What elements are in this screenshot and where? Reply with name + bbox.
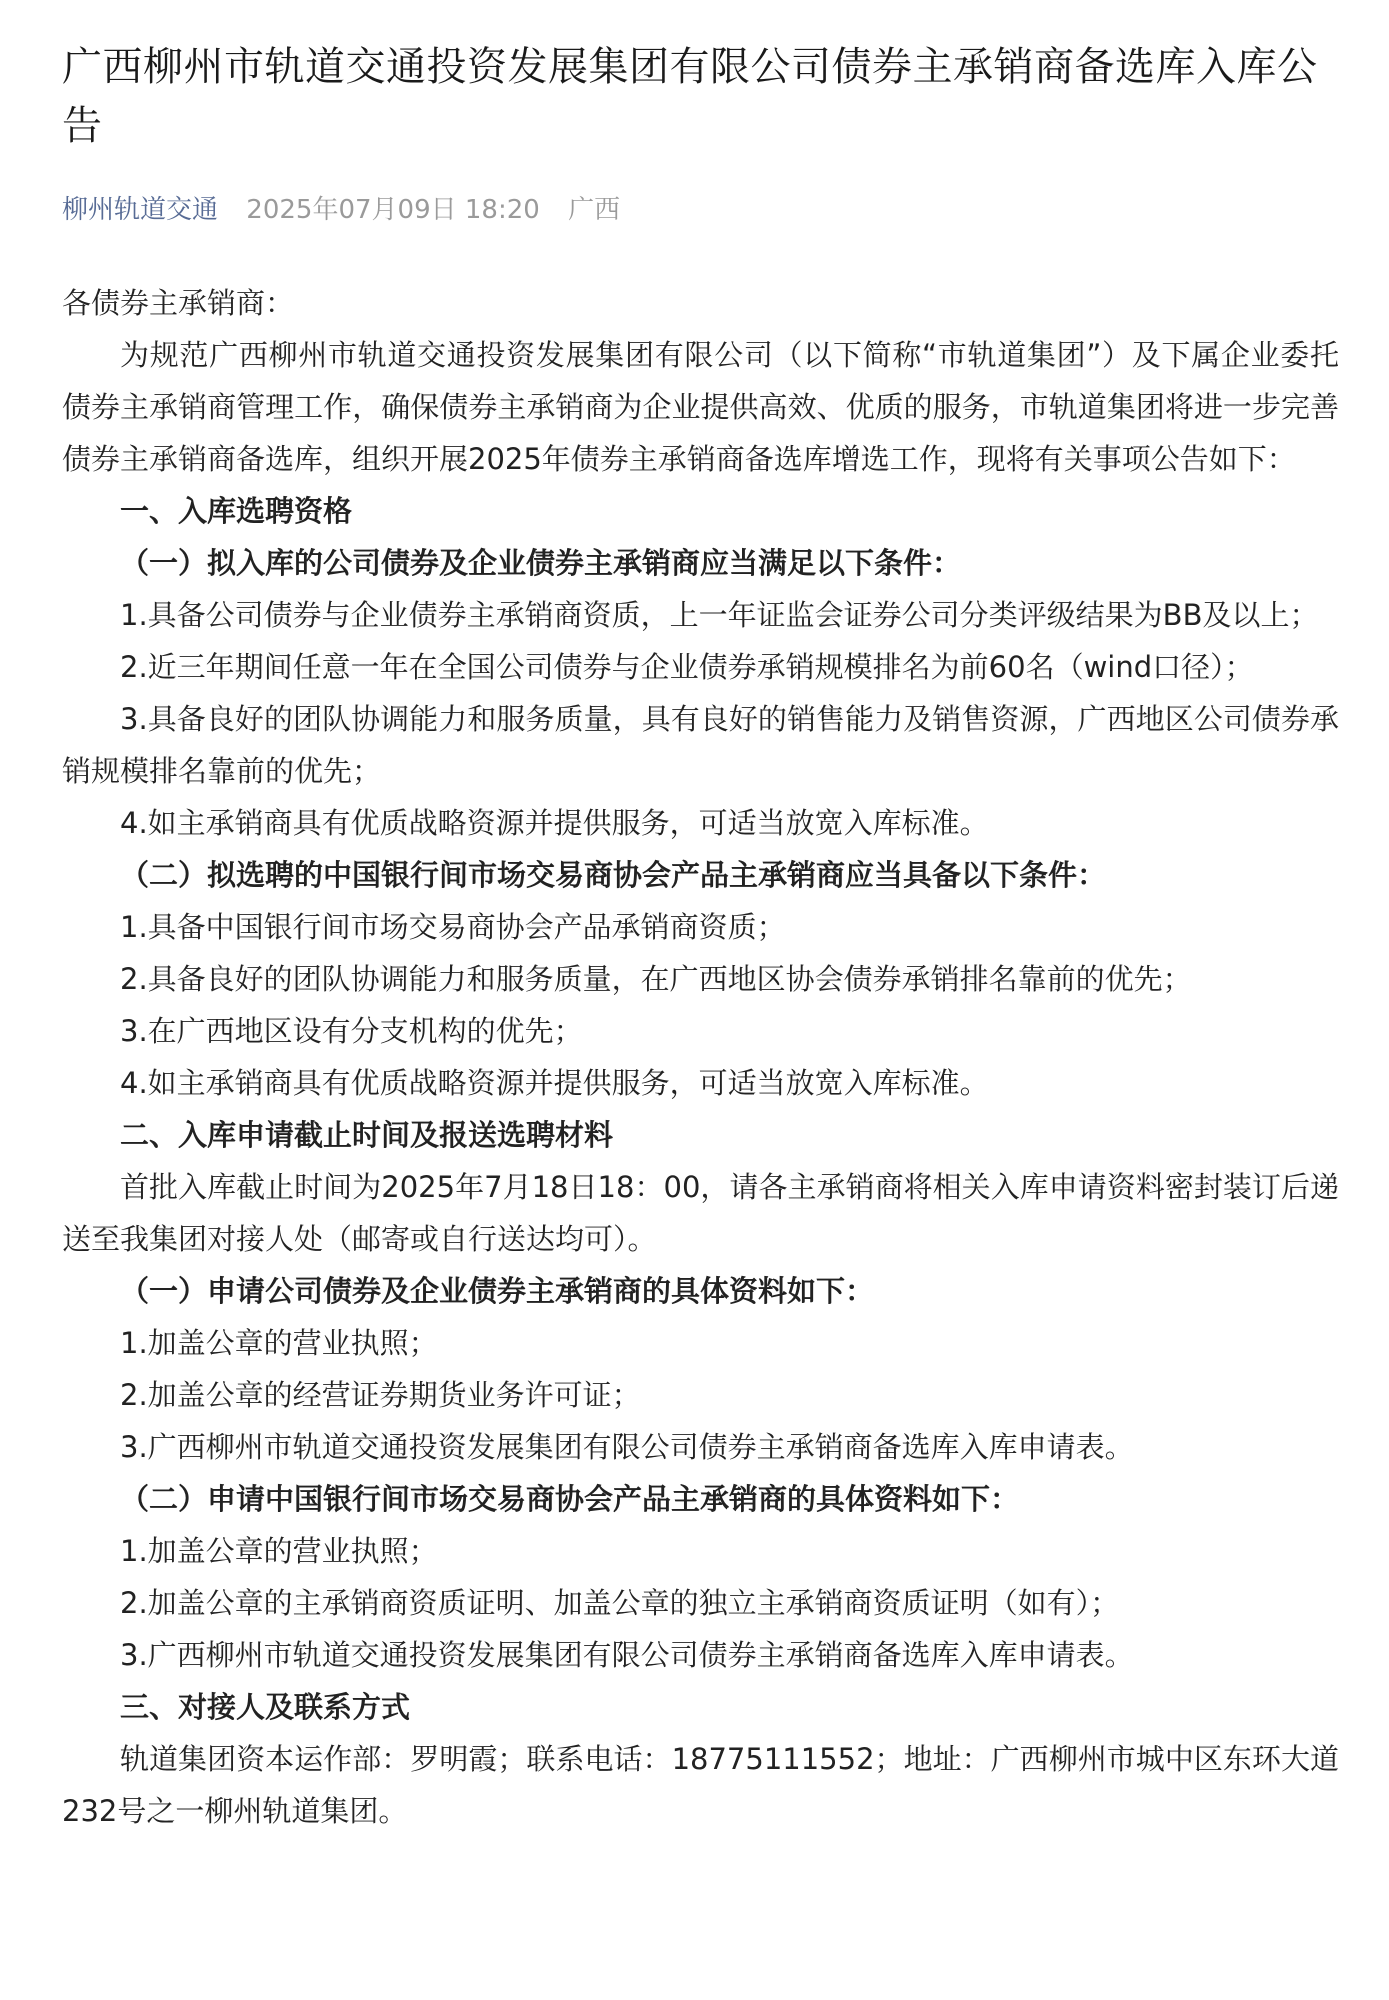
- list-item: 3.具备良好的团队协调能力和服务质量，具有良好的销售能力及销售资源，广西地区公司债券承销规模排名靠前的优先；: [62, 702, 1339, 788]
- deadline-paragraph: 首批入库截止时间为2025年7月18日18：00，请各主承销商将相关入库申请资料密封装订后递送至我集团对接人处（邮寄或自行送达均可）。: [62, 1170, 1339, 1256]
- list-item: 2.加盖公章的经营证券期货业务许可证；: [120, 1378, 641, 1412]
- list-item: 2.具备良好的团队协调能力和服务质量，在广西地区协会债券承销排名靠前的优先；: [120, 962, 1192, 996]
- list-item: 3.广西柳州市轨道交通投资发展集团有限公司债券主承销商备选库入库申请表。: [120, 1430, 1134, 1464]
- subsection-heading: （二）申请中国银行间市场交易商协会产品主承销商的具体资料如下：: [120, 1482, 1020, 1516]
- list-item: 1.具备公司债券与企业债券主承销商资质，上一年证监会证券公司分类评级结果为BB及以上；: [120, 598, 1319, 632]
- account-name-link[interactable]: 柳州轨道交通: [62, 195, 219, 225]
- publish-time: 2025年07月09日 18:20: [246, 195, 540, 225]
- section-heading: 二、入库申请截止时间及报送选聘材料: [120, 1118, 614, 1152]
- list-item: 2.加盖公章的主承销商资质证明、加盖公章的独立主承销商资质证明（如有）；: [120, 1586, 1120, 1620]
- intro-paragraph: 为规范广西柳州市轨道交通投资发展集团有限公司（以下简称“市轨道集团”）及下属企业委托债券主承销商管理工作，确保债券主承销商为企业提供高效、优质的服务，市轨道集团将进一步完善债券主承销商备选库，组织开展2025年债券主承销商备选库增选工作，现将有关事项公告如下：: [62, 338, 1339, 476]
- list-item: 2.近三年期间任意一年在全国公司债券与企业债券承销规模排名为前60名（wind口径）；: [120, 650, 1254, 684]
- list-item: 3.在广西地区设有分支机构的优先；: [120, 1014, 583, 1048]
- subsection-heading: （一）拟入库的公司债券及企业债券主承销商应当满足以下条件：: [120, 546, 962, 580]
- article-title: 广西柳州市轨道交通投资发展集团有限公司债券主承销商备选库入库公告: [62, 44, 1318, 149]
- section-heading: 一、入库选聘资格: [120, 494, 353, 528]
- subsection-heading: （二）拟选聘的中国银行间市场交易商协会产品主承销商应当具备以下条件：: [120, 858, 1107, 892]
- list-item: 1.加盖公章的营业执照；: [120, 1326, 438, 1360]
- article-meta: [62, 193, 1339, 227]
- list-item: 4.如主承销商具有优质战略资源并提供服务，可适当放宽入库标准。: [120, 806, 989, 840]
- salutation: 各债券主承销商：: [62, 286, 295, 320]
- list-item: 1.加盖公章的营业执照；: [120, 1534, 438, 1568]
- list-item: 4.如主承销商具有优质战略资源并提供服务，可适当放宽入库标准。: [120, 1066, 989, 1100]
- list-item: 3.广西柳州市轨道交通投资发展集团有限公司债券主承销商备选库入库申请表。: [120, 1638, 1134, 1672]
- article-content: [62, 277, 1339, 1837]
- publish-location: 广西: [568, 195, 621, 225]
- list-item: 1.具备中国银行间市场交易商协会产品承销商资质；: [120, 910, 786, 944]
- subsection-heading: （一）申请公司债券及企业债券主承销商的具体资料如下：: [120, 1274, 875, 1308]
- contact-paragraph: 轨道集团资本运作部：罗明霞；联系电话：18775111552；地址：广西柳州市城中区东环大道232号之一柳州轨道集团。: [62, 1742, 1339, 1828]
- section-heading: 三、对接人及联系方式: [120, 1690, 411, 1724]
